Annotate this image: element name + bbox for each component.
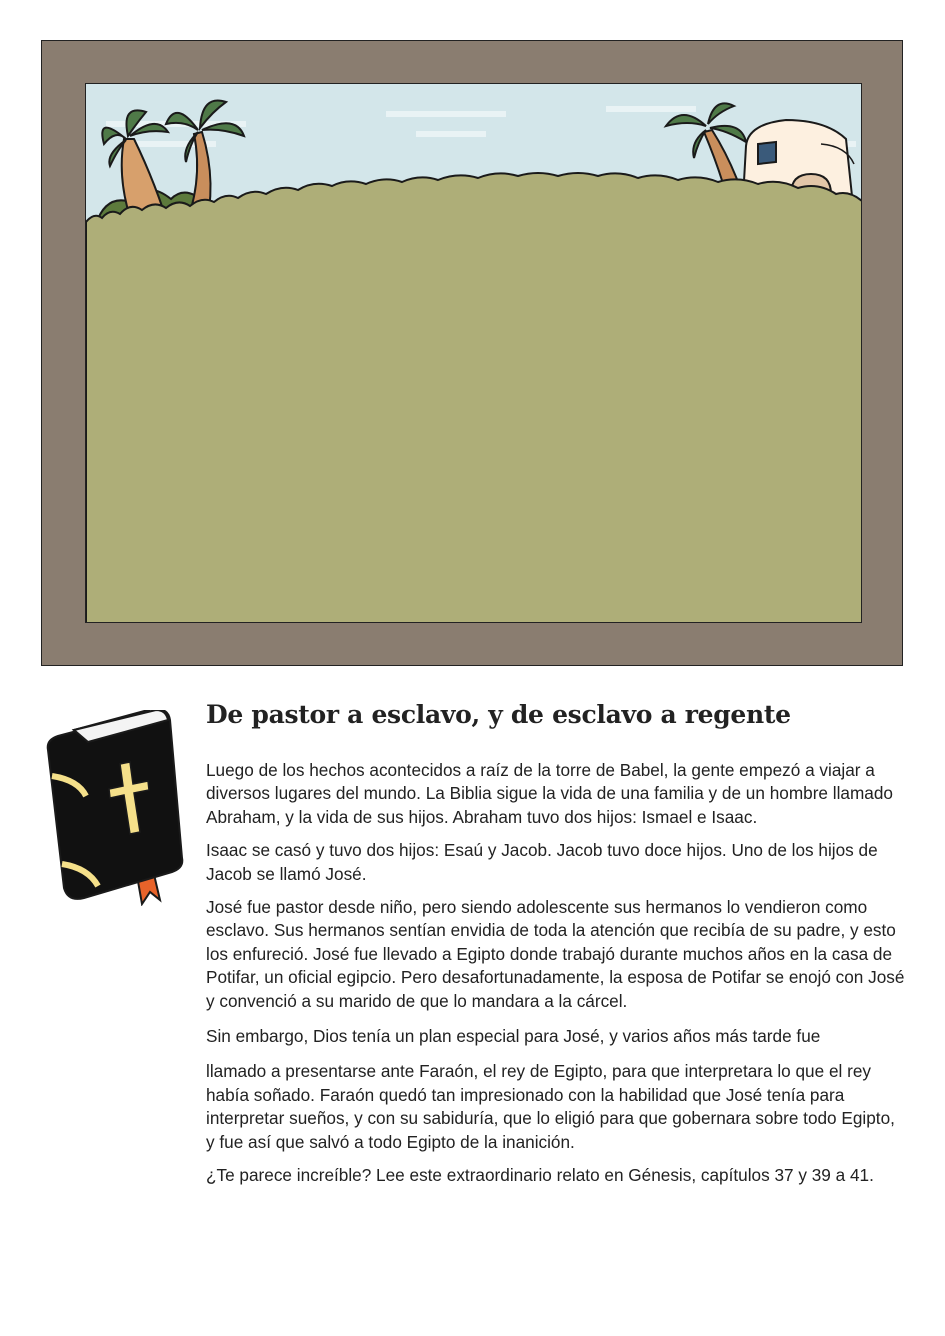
illustration-scene — [85, 83, 862, 623]
paragraph: ¿Te parece increíble? Lee este extraordinario relato en Génesis, capítulos 37 y 39 a 41. — [206, 1165, 874, 1186]
paragraph: Sin embargo, Dios tenía un plan especial para José, y varios años más tarde fue — [206, 1026, 821, 1047]
book-cover — [48, 710, 183, 899]
illustration-frame — [41, 40, 903, 666]
paragraph: Luego de los hechos acontecidos a raíz de la torre de Babel, la gente empezó a viajar a diversos lugares del mundo. La Biblia sigue la vida de una familia y de un hombre llamado Abraham, y la vida de sus hijos. Abraham tuvo dos hijos: Ismael e Isaac. — [206, 760, 893, 827]
paragraph: llamado a presentarse ante Faraón, el rey de Egipto, para que interpretara lo que el rey había soñado. Faraón quedó tan impresionado con la habilidad que José tenía para interpretar sueños, y con su sabiduría, que lo eligió para que gobernara sobre todo Egipto, y fue así que salvó a todo Egipto de la inanición. — [206, 1061, 895, 1152]
article-body — [206, 759, 906, 1198]
paragraph: José fue pastor desde niño, pero siendo adolescente sus hermanos lo vendieron como esclavo. Sus hermanos sentían envidia de toda la atención que recibía de su padre, y esto los enfureció. José fue llevado a Egipto donde trabajó durante muchos años en la casa de Potifar, un oficial egipcio. Pero desafortunadamente, la esposa de Potifar se enojó con José y convenció a su marido de que lo mandara a la cárcel. — [206, 897, 905, 1011]
landscape-illustration — [86, 84, 862, 623]
ground — [86, 173, 862, 623]
article-title: De pastor a esclavo, y de esclavo a regente — [206, 700, 791, 729]
paragraph: Isaac se casó y tuvo dos hijos: Esaú y Jacob. Jacob tuvo doce hijos. Uno de los hijos de Jacob se llamó José. — [206, 840, 878, 884]
bible-icon — [44, 710, 184, 906]
